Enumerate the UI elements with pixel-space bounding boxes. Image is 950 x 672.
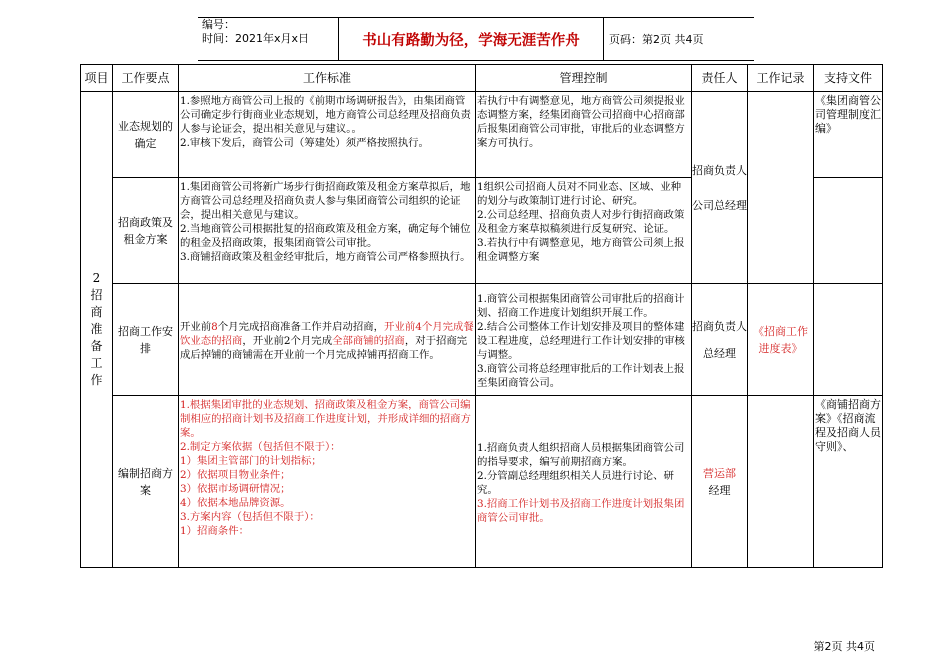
record-cell: 《招商工作进度表》	[748, 284, 814, 396]
control-cell	[476, 284, 692, 396]
header-control: 管理控制	[476, 65, 692, 92]
control-item: 3.若执行中有调整意见，地方商管公司须上报租金调整方案	[477, 237, 685, 263]
header-responsible: 责任人	[692, 65, 748, 92]
support-cell: 《集团商管公司管理制度汇编》	[814, 92, 883, 178]
control-item: 3.商管公司将总经理审批后的工作计划表上报至集团商管公司。	[477, 362, 685, 389]
page-label: 页码：第2页 共4页	[609, 33, 704, 46]
standard-cell	[179, 284, 476, 396]
control-cell	[476, 396, 692, 568]
standard-fragment: ，对于招商完成后掉铺的商铺需在开业前一个月完成掉铺再招商工作。	[180, 334, 468, 361]
control-item: 3.招商工作计划书及招商工作进度计划报集团商管公司审批。	[477, 497, 685, 524]
header-meta	[198, 18, 338, 60]
header-support: 支持文件	[814, 65, 883, 92]
responsible-item: 经理	[708, 483, 731, 497]
work-point: 招商工作安排	[113, 284, 179, 396]
support-cell: 《商铺招商方案》《招商流程及招商人员守则》、	[814, 396, 883, 568]
standard-item: 1.集团商管公司将新广场步行街招商政策及租金方案草拟后，地方商管公司总经理及招商负责人参与集团商管公司组织的论证会，提出相关意见与建议。	[180, 181, 471, 221]
standard-item: 1）招商条件：	[180, 525, 249, 537]
control-item: 1组织公司招商人员对不同业态、区域、业种的划分与政策制订进行讨论、研究。	[477, 181, 682, 207]
standard-list	[180, 398, 474, 538]
responsible-item: 营运部	[703, 466, 736, 480]
standard-item: 3.方案内容（包括但不限于）：	[180, 511, 320, 523]
responsible-cell	[692, 92, 748, 284]
control-item: 若执行中有调整意见，地方商管公司须提报业态调整方案，经集团商管公司招商中心招商部后报集团商管公司审批，审批后的业态调整方案方可执行。	[477, 95, 685, 149]
responsible-cell	[692, 396, 748, 568]
table-row	[81, 396, 883, 568]
table-header-row	[81, 65, 883, 92]
control-item: 1.商管公司根据集团商管公司审批后的招商计划、招商工作进度计划组织开展工作。	[477, 292, 685, 319]
project-label: 2招商准备工作	[90, 271, 103, 387]
standard-cell	[179, 92, 476, 178]
control-cell	[476, 178, 692, 284]
standard-fragment: 8	[211, 320, 218, 333]
control-item: 2.结合公司整体工作计划安排及项目的整体建设工程进度，总经理进行工作计划安排的审核与调整。	[477, 320, 685, 361]
header-record: 工作记录	[748, 65, 814, 92]
control-list	[477, 441, 690, 525]
standard-fragment: 全部商铺的招商	[332, 334, 405, 347]
standard-item: 2）依据项目物业条件；	[180, 469, 291, 481]
standard-item: 2.当地商管公司根据批复的招商政策及租金方案，确定每个铺位的租金及招商政策，报集团商管公司审批。	[180, 223, 471, 249]
time-label: 时间：2021年x月x日	[202, 32, 310, 45]
document-header	[198, 17, 754, 61]
standard-cell	[179, 178, 476, 284]
control-item: 2.公司总经理、招商负责人对步行街招商政策及租金方案草拟稿须进行反复研究、论证。	[477, 209, 685, 235]
number-label: 编号：	[202, 18, 235, 31]
page-footer: 第2页 共4页	[813, 640, 875, 653]
work-table	[80, 64, 883, 568]
support-cell	[814, 178, 883, 284]
standard-fragment: ，开业前2个月完成	[242, 334, 333, 347]
standard-item: 2.制定方案依据（包括但不限于）：	[180, 441, 341, 453]
standard-item: 1.根据集团审批的业态规划、招商政策及租金方案，商管公司编制相应的招商计划书及招商工作进度计划，并形成详细的招商方案。	[180, 399, 471, 439]
control-item: 2.分管副总经理组织相关人员进行讨论、研究。	[477, 469, 674, 496]
standard-item: 1）集团主管部门的计划指标；	[180, 455, 322, 467]
responsible-item: 招商负责人	[692, 163, 747, 177]
standard-item: 2.审核下发后，商管公司（筹建处）须严格按照执行。	[180, 137, 429, 149]
standard-text	[180, 320, 474, 362]
header-project: 项目	[81, 65, 113, 92]
standard-item: 1.参照地方商管公司上报的《前期市场调研报告》，由集团商管公司确定步行街商业业态规划，地方商管公司总经理及招商负责人参与论证会，提出相关意见与建议。。	[180, 95, 471, 135]
table-row	[81, 284, 883, 396]
standard-item: 3.商铺招商政策及租金经审批后，地方商管公司严格参照执行。	[180, 251, 471, 263]
standard-fragment: 个月完成招商准备工作并启动招商，	[217, 320, 385, 333]
standard-item: 4）依据本地品牌资源。	[180, 497, 291, 509]
work-point: 招商政策及租金方案	[113, 178, 179, 284]
record-cell	[748, 92, 814, 284]
support-cell	[814, 284, 883, 396]
table-row	[81, 92, 883, 178]
project-cell	[81, 92, 113, 568]
control-cell	[476, 92, 692, 178]
responsible-cell	[692, 284, 748, 396]
header-work-point: 工作要点	[113, 65, 179, 92]
record-cell	[748, 396, 814, 568]
motto: 书山有路勤为径，学海无涯苦作舟	[338, 18, 604, 60]
standard-cell	[179, 396, 476, 568]
responsible-item: 招商负责人	[692, 319, 747, 333]
standard-item: 3）依据市场调研情况；	[180, 483, 291, 495]
control-item: 1.招商负责人组织招商人员根据集团商管公司的指导要求，编写前期招商方案。	[477, 441, 685, 468]
responsible-item: 公司总经理	[692, 198, 747, 212]
standard-fragment: 开业前4个月完成餐饮业态的招商	[180, 320, 474, 347]
standard-fragment: 开业前	[180, 320, 212, 333]
work-point: 编制招商方案	[113, 396, 179, 568]
responsible-item: 总经理	[703, 346, 736, 360]
work-point: 业态规划的确定	[113, 92, 179, 178]
header-standard: 工作标准	[179, 65, 476, 92]
